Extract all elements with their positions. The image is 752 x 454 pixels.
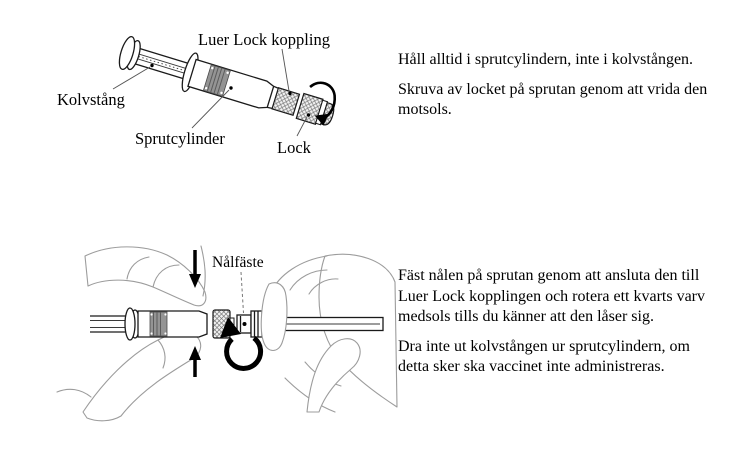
instruction-line: motsols. <box>398 101 452 118</box>
instruction-line: Skruva av locket på sprutan genom att vrida den <box>398 80 708 98</box>
label-sprutcylinder: Sprutcylinder <box>135 129 225 148</box>
instruction-line: Håll alltid i sprutcylindern, inte i kolvstången. <box>398 51 694 68</box>
plunger-flange <box>125 308 140 340</box>
right-hand-palm <box>270 254 397 412</box>
instruction-block-2 <box>398 266 752 378</box>
instruction-line: Fäst nålen på sprutan genom att ansluta den till <box>398 267 700 284</box>
instruction-line: Luer Lock kopplingen och rotera ett kvarts varv <box>398 287 705 305</box>
plunger-flange <box>116 35 143 73</box>
syringe-barrel <box>138 311 207 337</box>
paragraph <box>398 337 752 378</box>
right-thumb <box>307 339 360 412</box>
instruction-line: medsols tills du känner att den låser sig. <box>398 308 654 325</box>
figure-needle-attachment <box>55 242 400 432</box>
paragraph <box>398 266 752 328</box>
instruction-block-1 <box>398 50 752 121</box>
label-nalfaste: Nålfäste <box>212 254 264 271</box>
label-kolvstang: Kolvstång <box>57 90 125 109</box>
paragraph <box>398 80 752 121</box>
syringe-barrel <box>188 59 275 110</box>
label-luer-lock-koppling: Luer Lock koppling <box>198 30 330 49</box>
paragraph <box>398 50 752 71</box>
syringe <box>90 308 234 340</box>
hub-collar <box>251 311 262 337</box>
right-index-finger <box>261 283 287 351</box>
plunger-rod <box>90 316 129 332</box>
instruction-line: Dra inte ut kolvstången ur sprutcylindern, om <box>398 337 690 355</box>
figure-syringe-parts <box>50 8 380 176</box>
label-lock: Lock <box>277 138 311 157</box>
instruction-line: detta sker ska vaccinet inte administreras. <box>398 358 665 375</box>
label-leader-line <box>241 272 244 313</box>
needle-hub <box>237 315 251 333</box>
stopper <box>150 312 167 336</box>
